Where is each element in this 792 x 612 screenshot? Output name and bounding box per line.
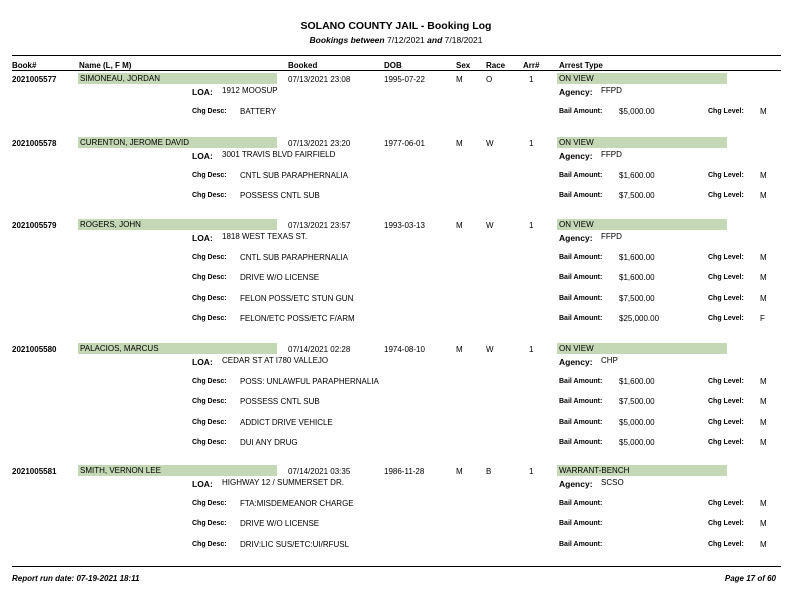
bail-amount-label: Bail Amount: [559, 315, 603, 322]
charge-description: FELON/ETC POSS/ETC F/ARM [240, 314, 355, 323]
arrest-number: 1 [529, 75, 534, 84]
bail-amount-label: Bail Amount: [559, 398, 603, 405]
charge-level-label: Chg Level: [708, 254, 744, 261]
booked-datetime: 07/14/2021 03:35 [288, 467, 351, 476]
charge-desc-label: Chg Desc: [192, 295, 227, 302]
col-arr: Arr# [523, 61, 540, 70]
date-of-birth: 1974-08-10 [384, 345, 425, 354]
col-booked: Booked [288, 61, 318, 70]
charge-level-label: Chg Level: [708, 419, 744, 426]
charge-level: M [760, 107, 767, 116]
booked-datetime: 07/13/2021 23:08 [288, 75, 351, 84]
loa-value: 3001 TRAVIS BLVD FAIRFIELD [222, 150, 336, 159]
charge-description: CNTL SUB PARAPHERNALIA [240, 253, 349, 262]
booking-number: 2021005580 [12, 345, 57, 354]
charge-level: M [760, 191, 767, 200]
booked-datetime: 07/14/2021 02:28 [288, 345, 351, 354]
charge-level: F [760, 314, 765, 323]
report-run-date: Report run date: 07-19-2021 18:11 [12, 574, 140, 583]
charge-level: M [760, 273, 767, 282]
inmate-name: SIMONEAU, JORDAN [78, 73, 277, 84]
race: B [486, 467, 492, 476]
charge-desc-label: Chg Desc: [192, 500, 227, 507]
charge-level: M [760, 294, 767, 303]
race: W [486, 139, 494, 148]
arrest-type: ON VIEW [557, 219, 727, 230]
bail-amount: $25,000.00 [619, 314, 660, 323]
loa-value: CEDAR ST AT I780 VALLEJO [222, 356, 329, 365]
charge-level: M [760, 377, 767, 386]
loa-label: LOA: [192, 87, 213, 97]
bail-amount-label: Bail Amount: [559, 419, 603, 426]
sex: M [456, 139, 463, 148]
charge-level-label: Chg Level: [708, 172, 744, 179]
inmate-name: PALACIOS, MARCUS [78, 343, 277, 354]
loa-value: 1818 WEST TEXAS ST. [222, 232, 308, 241]
charge-level: M [760, 499, 767, 508]
charge-level: M [760, 418, 767, 427]
agency-value: FFPD [601, 232, 622, 241]
loa-value: HIGHWAY 12 / SUMMERSET DR. [222, 478, 344, 487]
header-rule-top [12, 55, 781, 56]
bail-amount-label: Bail Amount: [559, 172, 603, 179]
bail-amount-label: Bail Amount: [559, 295, 603, 302]
header-rule-bottom [12, 70, 781, 71]
charge-desc-label: Chg Desc: [192, 419, 227, 426]
charge-level-label: Chg Level: [708, 541, 744, 548]
agency-label: Agency: [559, 479, 593, 489]
col-race: Race [486, 61, 506, 70]
agency-label: Agency: [559, 233, 593, 243]
booking-number: 2021005581 [12, 467, 57, 476]
charge-level: M [760, 171, 767, 180]
arrest-number: 1 [529, 345, 534, 354]
race: O [486, 75, 493, 84]
charge-description: DRIVE W/O LICENSE [240, 273, 320, 282]
charge-level: M [760, 397, 767, 406]
date-of-birth: 1986-11-28 [384, 467, 425, 476]
loa-label: LOA: [192, 151, 213, 161]
charge-description: ADDICT DRIVE VEHICLE [240, 418, 333, 427]
booking-number: 2021005577 [12, 75, 57, 84]
charge-level: M [760, 253, 767, 262]
sex: M [456, 345, 463, 354]
bail-amount-label: Bail Amount: [559, 192, 603, 199]
charge-level-label: Chg Level: [708, 398, 744, 405]
inmate-name: ROGERS, JOHN [78, 219, 277, 230]
inmate-name: CURENTON, JEROME DAVID [78, 137, 277, 148]
inmate-name: SMITH, VERNON LEE [78, 465, 277, 476]
footer-rule [12, 566, 781, 567]
arrest-number: 1 [529, 139, 534, 148]
bail-amount-label: Bail Amount: [559, 500, 603, 507]
race: W [486, 345, 494, 354]
date-of-birth: 1995-07-22 [384, 75, 425, 84]
col-sex: Sex [456, 61, 471, 70]
charge-desc-label: Chg Desc: [192, 254, 227, 261]
charge-description: POSSESS CNTL SUB [240, 397, 320, 406]
bail-amount-label: Bail Amount: [559, 439, 603, 446]
agency-value: FFPD [601, 150, 622, 159]
bail-amount: $5,000.00 [619, 438, 655, 447]
charge-desc-label: Chg Desc: [192, 274, 227, 281]
race: W [486, 221, 494, 230]
sex: M [456, 75, 463, 84]
bail-amount: $5,000.00 [619, 418, 655, 427]
charge-description: FTA:MISDEMEANOR CHARGE [240, 499, 354, 508]
col-name: Name (L, F M) [79, 61, 132, 70]
date-of-birth: 1977-06-01 [384, 139, 425, 148]
charge-desc-label: Chg Desc: [192, 315, 227, 322]
date-of-birth: 1993-03-13 [384, 221, 425, 230]
sex: M [456, 221, 463, 230]
bail-amount: $5,000.00 [619, 107, 655, 116]
agency-label: Agency: [559, 87, 593, 97]
charge-description: DRIV:LIC SUS/ETC:UI/RFUSL [240, 540, 350, 549]
charge-desc-label: Chg Desc: [192, 192, 227, 199]
bail-amount: $1,600.00 [619, 273, 655, 282]
booked-datetime: 07/13/2021 23:20 [288, 139, 351, 148]
sex: M [456, 467, 463, 476]
charge-desc-label: Chg Desc: [192, 172, 227, 179]
charge-level-label: Chg Level: [708, 274, 744, 281]
bail-amount-label: Bail Amount: [559, 541, 603, 548]
bail-amount: $1,600.00 [619, 377, 655, 386]
arrest-type: WARRANT-BENCH [557, 465, 727, 476]
bail-amount-label: Bail Amount: [559, 274, 603, 281]
agency-label: Agency: [559, 151, 593, 161]
charge-description: POSSESS CNTL SUB [240, 191, 320, 200]
col-book: Book# [12, 61, 37, 70]
bail-amount-label: Bail Amount: [559, 108, 603, 115]
charge-level-label: Chg Level: [708, 295, 744, 302]
bail-amount-label: Bail Amount: [559, 378, 603, 385]
agency-label: Agency: [559, 357, 593, 367]
charge-desc-label: Chg Desc: [192, 108, 227, 115]
report-title: SOLANO COUNTY JAIL - Booking Log [300, 20, 492, 32]
agency-value: CHP [601, 356, 618, 365]
charge-level-label: Chg Level: [708, 500, 744, 507]
loa-label: LOA: [192, 479, 213, 489]
loa-label: LOA: [192, 233, 213, 243]
end-date: 7/18/2021 [444, 35, 483, 45]
report-subtitle [0, 35, 792, 45]
charge-desc-label: Chg Desc: [192, 520, 227, 527]
charge-description: FELON POSS/ETC STUN GUN [240, 294, 354, 303]
arrest-number: 1 [529, 467, 534, 476]
charge-level-label: Chg Level: [708, 108, 744, 115]
arrest-type: ON VIEW [557, 343, 727, 354]
subtitle-and: and [427, 35, 443, 45]
bail-amount: $1,600.00 [619, 171, 655, 180]
charge-level-label: Chg Level: [708, 315, 744, 322]
charge-level-label: Chg Level: [708, 192, 744, 199]
col-dob: DOB [384, 61, 402, 70]
bail-amount: $7,500.00 [619, 397, 655, 406]
subtitle-prefix: Bookings between [309, 35, 385, 45]
agency-value: FFPD [601, 86, 622, 95]
agency-value: SCSO [601, 478, 624, 487]
page-number: Page 17 of 60 [724, 574, 776, 583]
charge-level: M [760, 519, 767, 528]
bail-amount: $7,500.00 [619, 191, 655, 200]
charge-description: DUI ANY DRUG [240, 438, 298, 447]
arrest-number: 1 [529, 221, 534, 230]
charge-level-label: Chg Level: [708, 520, 744, 527]
loa-label: LOA: [192, 357, 213, 367]
booked-datetime: 07/13/2021 23:57 [288, 221, 351, 230]
charge-desc-label: Chg Desc: [192, 541, 227, 548]
booking-number: 2021005579 [12, 221, 57, 230]
charge-level: M [760, 438, 767, 447]
bail-amount-label: Bail Amount: [559, 254, 603, 261]
charge-description: CNTL SUB PARAPHERNALIA [240, 171, 349, 180]
charge-desc-label: Chg Desc: [192, 398, 227, 405]
charge-description: POSS: UNLAWFUL PARAPHERNALIA [240, 377, 379, 386]
start-date: 7/12/2021 [386, 35, 425, 45]
booking-number: 2021005578 [12, 139, 57, 148]
charge-desc-label: Chg Desc: [192, 378, 227, 385]
charge-level: M [760, 540, 767, 549]
charge-description: DRIVE W/O LICENSE [240, 519, 320, 528]
arrest-type: ON VIEW [557, 73, 727, 84]
charge-description: BATTERY [240, 107, 277, 116]
charge-desc-label: Chg Desc: [192, 439, 227, 446]
charge-level-label: Chg Level: [708, 439, 744, 446]
charge-level-label: Chg Level: [708, 378, 744, 385]
arrest-type: ON VIEW [557, 137, 727, 148]
bail-amount-label: Bail Amount: [559, 520, 603, 527]
bail-amount: $1,600.00 [619, 253, 655, 262]
loa-value: 1912 MOOSUP [222, 86, 278, 95]
col-arrest-type: Arrest Type [559, 61, 603, 70]
bail-amount: $7,500.00 [619, 294, 655, 303]
